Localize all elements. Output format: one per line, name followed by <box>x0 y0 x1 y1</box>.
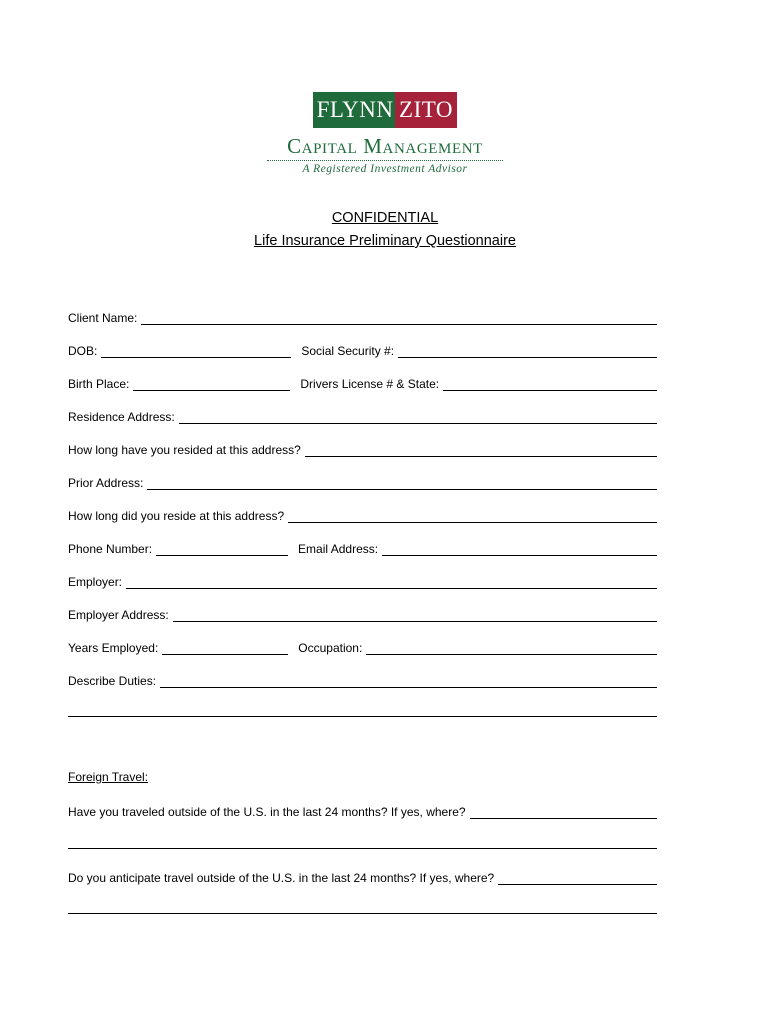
prior-duration-label: How long did you reside at this address? <box>68 509 285 523</box>
employer-row <box>68 571 657 589</box>
duties-field[interactable] <box>160 675 657 688</box>
employer-address-label: Employer Address: <box>68 608 169 622</box>
duties-label: Describe Duties: <box>68 674 157 688</box>
client-name-label: Client Name: <box>68 311 138 325</box>
resided-duration-row <box>68 439 657 457</box>
travel-q2-field[interactable] <box>498 872 657 885</box>
logo-subtitle: Capital Management <box>267 134 503 161</box>
years-occupation-row <box>68 637 657 655</box>
birth-license-row <box>68 373 657 391</box>
phone-field[interactable] <box>156 543 288 556</box>
prior-address-label: Prior Address: <box>68 476 144 490</box>
birth-place-label: Birth Place: <box>68 377 130 391</box>
dob-field[interactable] <box>101 345 291 358</box>
years-employed-field[interactable] <box>162 642 288 655</box>
dob-ssn-row <box>68 340 657 358</box>
prior-address-row <box>68 472 657 490</box>
residence-address-label: Residence Address: <box>68 410 175 424</box>
travel-q1-field[interactable] <box>470 806 657 819</box>
logo-boxes <box>0 92 770 128</box>
foreign-travel-heading: Foreign Travel: <box>68 770 149 784</box>
prior-duration-field[interactable] <box>288 510 657 523</box>
confidential-heading: CONFIDENTIAL <box>331 210 439 226</box>
resided-duration-label: How long have you resided at this address? <box>68 443 301 457</box>
page-title: Life Insurance Preliminary Questionnaire <box>254 233 516 249</box>
drivers-license-label: Drivers License # & State: <box>300 377 440 391</box>
employer-field[interactable] <box>126 576 657 589</box>
travel-q2-continuation-line[interactable] <box>68 913 657 914</box>
email-field[interactable] <box>382 543 657 556</box>
prior-address-field[interactable] <box>147 477 657 490</box>
travel-q2-row <box>68 867 657 885</box>
employer-label: Employer: <box>68 575 123 589</box>
birth-place-field[interactable] <box>133 378 290 391</box>
dob-label: DOB: <box>68 344 98 358</box>
travel-q1-row <box>68 801 657 819</box>
resided-duration-field[interactable] <box>305 444 657 457</box>
logo-right-word: ZITO <box>395 92 457 128</box>
employer-address-row <box>68 604 657 622</box>
email-label: Email Address: <box>298 542 379 556</box>
residence-address-row <box>68 406 657 424</box>
logo-tagline: A Registered Investment Advisor <box>302 163 468 175</box>
client-name-field[interactable] <box>141 312 657 325</box>
phone-email-row <box>68 538 657 556</box>
employer-address-field[interactable] <box>173 609 657 622</box>
company-logo <box>0 92 770 175</box>
ssn-label: Social Security #: <box>301 344 395 358</box>
travel-q1-label: Have you traveled outside of the U.S. in the last 24 months? If yes, where? <box>68 805 466 819</box>
years-employed-label: Years Employed: <box>68 641 159 655</box>
duties-row <box>68 670 657 688</box>
logo-left-word: FLYNN <box>313 92 395 128</box>
occupation-label: Occupation: <box>298 641 363 655</box>
client-name-row <box>68 307 657 325</box>
travel-q1-continuation-line[interactable] <box>68 848 657 849</box>
duties-continuation-line[interactable] <box>68 716 657 717</box>
phone-label: Phone Number: <box>68 542 153 556</box>
drivers-license-field[interactable] <box>443 378 657 391</box>
prior-duration-row <box>68 505 657 523</box>
occupation-field[interactable] <box>366 642 657 655</box>
ssn-field[interactable] <box>398 345 657 358</box>
travel-q2-label: Do you anticipate travel outside of the U.S. in the last 24 months? If yes, where? <box>68 871 495 885</box>
residence-address-field[interactable] <box>179 411 657 424</box>
